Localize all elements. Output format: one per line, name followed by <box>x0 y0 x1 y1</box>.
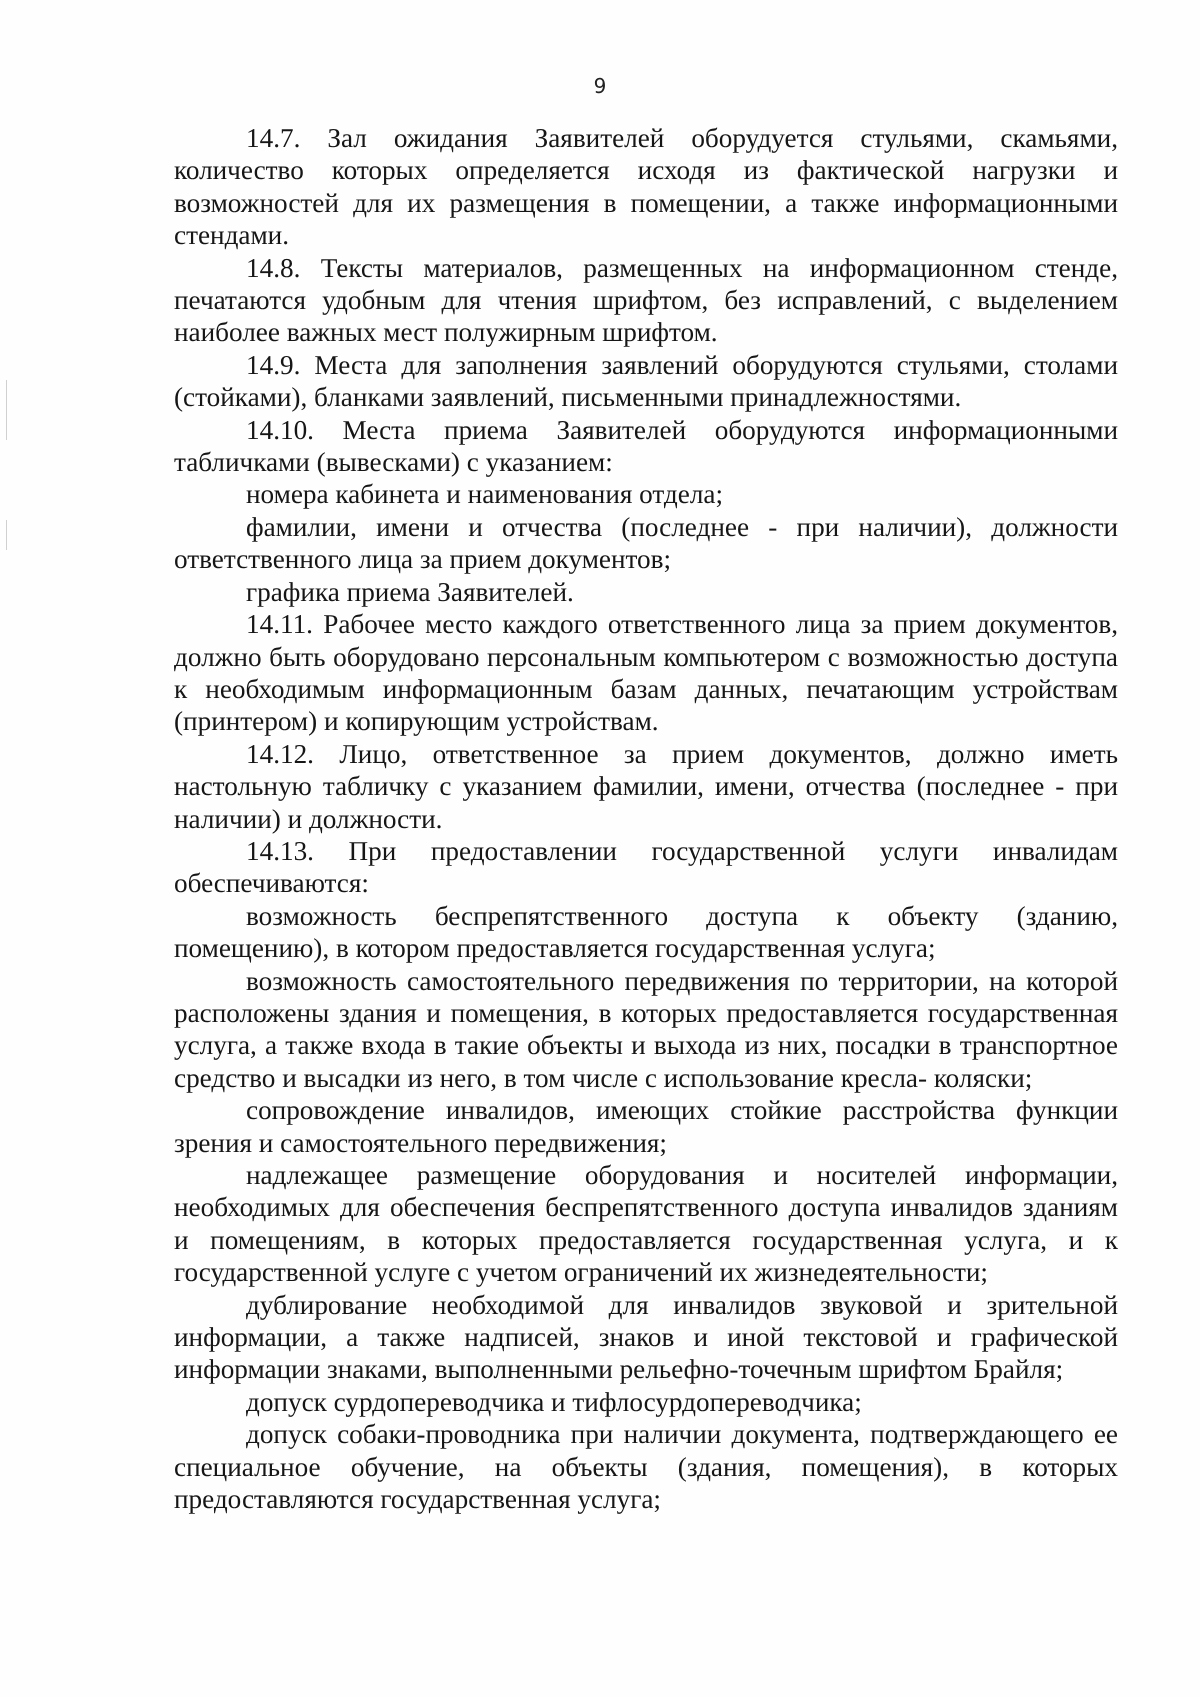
list-item: сопровождение инвалидов, имеющих стойкие расстройства функции зрения и самостоятельного передвижения; <box>174 1095 1118 1158</box>
scan-edge-mark <box>6 520 7 550</box>
list-item: допуск собаки-проводника при наличии документа, подтверждающего ее специальное обучение, на объекты (здания, помещения), в которых предоставляются государственная услуга; <box>174 1419 1118 1515</box>
paragraph-14-10: 14.10. Места приема Заявителей оборудуются информационными табличками (вывесками) с указанием: <box>174 414 1118 478</box>
list-item: фамилии, имени и отчества (последнее - при наличии), должности ответственного лица за прием документов; <box>174 511 1118 575</box>
paragraph-14-13: 14.13. При предоставлении государственной услуги инвалидам обеспечиваются: <box>174 835 1118 899</box>
list-item: графика приема Заявителей. <box>246 576 574 607</box>
list-item: дублирование необходимой для инвалидов звуковой и зрительной информации, а также надписей, знаков и иной текстовой и графической информации знаками, выполненными рельефно-точечным шрифтом Брайля; <box>174 1289 1118 1385</box>
list-item: допуск сурдопереводчика и тифлосурдопереводчика; <box>246 1386 862 1417</box>
scan-edge-mark <box>6 380 7 440</box>
paragraph-14-12: 14.12. Лицо, ответственное за прием документов, должно иметь настольную табличку с указанием фамилии, имени, отчества (последнее - при наличии) и должности. <box>174 738 1118 834</box>
paragraph-14-8: 14.8. Тексты материалов, размещенных на информационном стенде, печатаются удобным для чтения шрифтом, без исправлений, с выделением наиболее важных мест полужирным шрифтом. <box>174 252 1118 348</box>
list-item: возможность самостоятельного передвижения по территории, на которой расположены здания и помещения, в которых предоставляется государственная услуга, а также входа в такие объекты и выхода из них, посадки в транспортное средство и высадки из него, в том числе с использование кресла- коляски; <box>174 965 1118 1093</box>
list-item: возможность беспрепятственного доступа к объекту (зданию, помещению), в котором предоставляется государственная услуга; <box>174 900 1118 964</box>
paragraph-14-7: 14.7. Зал ожидания Заявителей оборудуется стульями, скамьями, количество которых определяется исходя из фактической нагрузки и возможностей для их размещения в помещении, а также информационными стендами. <box>174 123 1118 251</box>
list-item: номера кабинета и наименования отдела; <box>246 479 724 510</box>
paragraph-14-11: 14.11. Рабочее место каждого ответственного лица за прием документов, должно быть оборудовано персональным компьютером с возможностью доступа к необходимым информационным базам данных, печатающим устройствам (принтером) и копирующим устройствам. <box>174 609 1118 737</box>
page-number: 9 <box>593 74 607 98</box>
document-body <box>174 122 1118 1515</box>
list-item: надлежащее размещение оборудования и носителей информации, необходимых для обеспечения беспрепятственного доступа инвалидов зданиям и помещениям, в которых предоставляется государственная услуга, и к государственной услуге с учетом ограничений их жизнедеятельности; <box>174 1160 1118 1288</box>
paragraph-14-9: 14.9. Места для заполнения заявлений оборудуются стульями, столами (стойками), бланками заявлений, письменными принадлежностями. <box>174 349 1118 413</box>
